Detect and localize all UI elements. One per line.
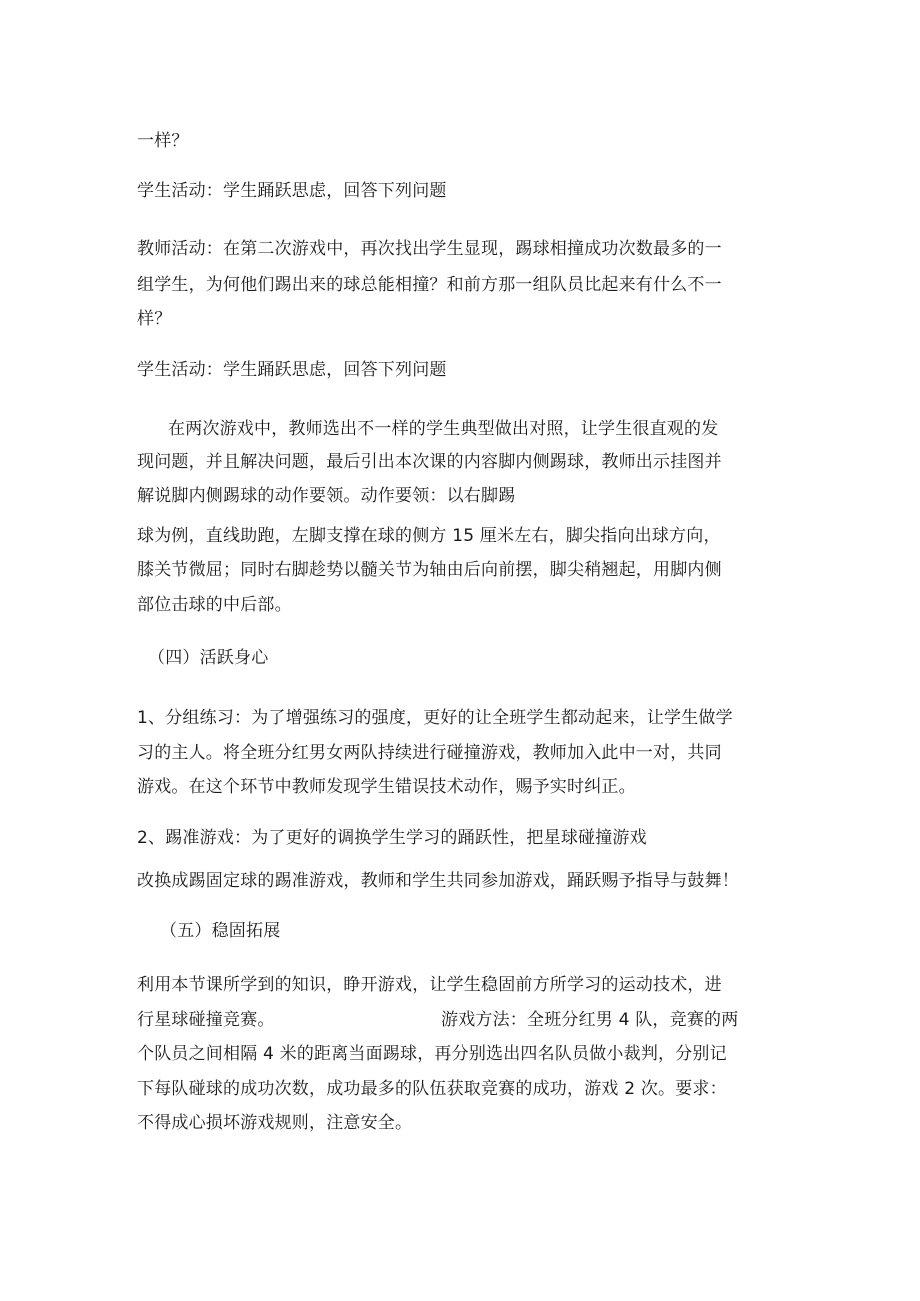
- text-line: 组学生，为何他们踢出来的球总能相撞？和前方那一组队员比起来有什么不一: [137, 275, 722, 295]
- section-heading: （五）稳固拓展: [160, 921, 281, 941]
- text-line: 行星球碰撞竞赛。: [137, 1010, 275, 1030]
- text-line: 现问题，并且解决问题，最后引出本次课的内容脚内侧踢球，教师出示挂图并: [137, 452, 722, 472]
- text-line: 不得成心损坏游戏规则，注意安全。: [137, 1113, 413, 1133]
- text-line: 习的主人。将全班分红男女两队持续进行碰撞游戏，教师加入此中一对，共同: [137, 743, 722, 763]
- text-line: 学生活动：学生踊跃思虑，回答下列问题: [137, 360, 447, 380]
- text-line: 球为例，直线助跑，左脚支撑在球的侧方 15 厘米左右，脚尖指向出球方向，: [137, 526, 721, 546]
- text-line: 样？: [137, 309, 172, 329]
- text-line: 一样？: [137, 131, 189, 151]
- text-line: 游戏方法：全班分红男 4 队，竞赛的两: [441, 1010, 739, 1030]
- text-line: 游戏。在这个环节中教师发现学生错误技术动作，赐予实时纠正。: [137, 777, 636, 797]
- text-line: 利用本节课所学到的知识，睁开游戏，让学生稳固前方所学习的运动技术，进: [137, 975, 722, 995]
- section-heading: （四）活跃身心: [148, 648, 269, 668]
- text-line: 个队员之间相隔 4 米的距离当面踢球，再分别选出四名队员做小裁判，分别记: [137, 1044, 727, 1064]
- text-line: 部位击球的中后部。: [137, 595, 292, 615]
- text-line: 解说脚内侧踢球的动作要领。动作要领：以右脚踢: [137, 486, 516, 506]
- text-line: 学生活动：学生踊跃思虑，回答下列问题: [137, 181, 447, 201]
- text-line: 2、踢准游戏：为了更好的调换学生学习的踊跃性，把星球碰撞游戏: [137, 828, 647, 848]
- text-line: 在两次游戏中，教师选出不一样的学生典型做出对照，让学生很直观的发: [168, 419, 719, 439]
- text-line: 1、分组练习：为了增强练习的强度，更好的让全班学生都动起来，让学生做学: [137, 708, 733, 728]
- text-line: 改换成踢固定球的踢准游戏，教师和学生共同参加游戏，踊跃赐予指导与鼓舞！: [137, 871, 739, 891]
- text-line: 教师活动：在第二次游戏中，再次找出学生显现，踢球相撞成功次数最多的一: [137, 239, 722, 259]
- text-line: 膝关节微屈；同时右脚趁势以髓关节为轴由后向前摆，脚尖稍翘起，用脚内侧: [137, 560, 722, 580]
- text-line: 下每队碰球的成功次数，成功最多的队伍获取竞赛的成功，游戏 2 次。要求：: [137, 1079, 727, 1099]
